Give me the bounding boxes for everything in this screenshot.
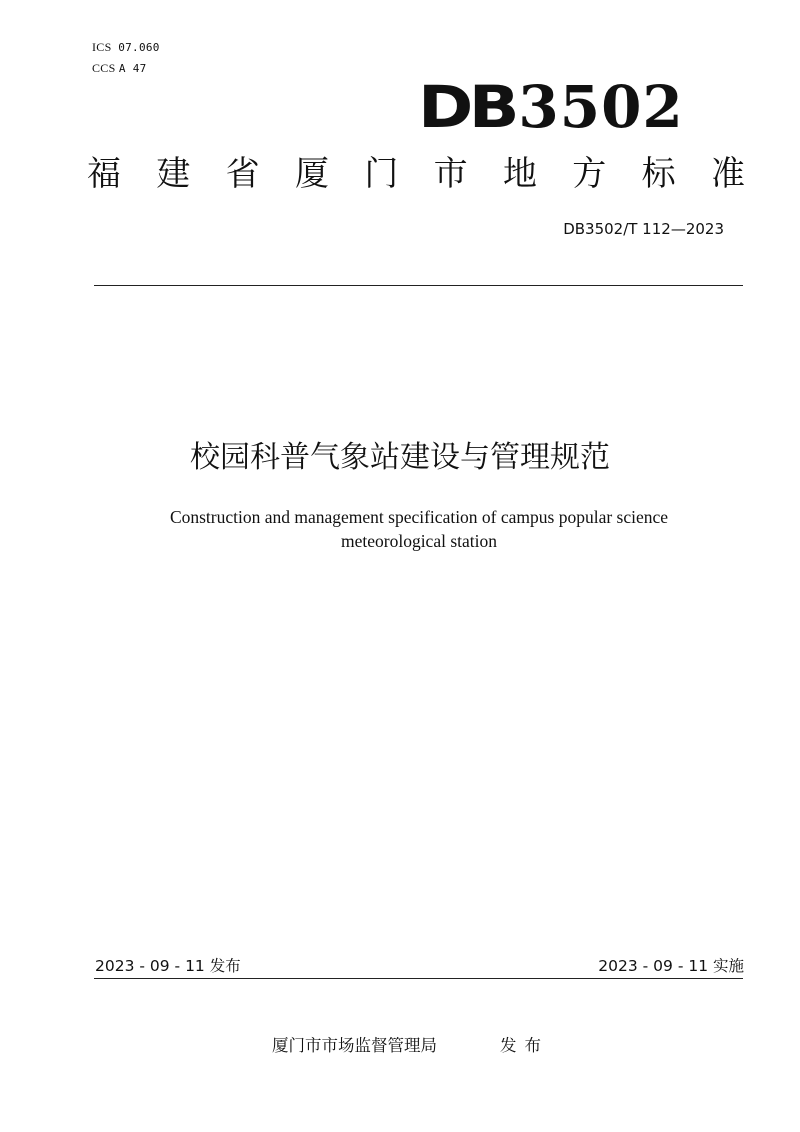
standard-type-char: 标 [641,154,676,194]
standard-type-char: 厦 [294,154,329,194]
standard-type-char: 方 [572,154,607,194]
standard-type-char: 市 [433,154,468,194]
standard-type-char: 准 [710,154,745,194]
db-logo [418,66,686,141]
document-title-english-line-1: Construction and management specification of campus popular science [169,507,669,527]
standard-type-char: 福 [87,154,121,194]
standard-type-char: 地 [502,154,537,194]
document-title-english-line-2: meteorological station [341,531,497,551]
ics-label: ICS [92,40,112,54]
standard-type-char: 门 [364,154,399,194]
standard-type-char: 省 [225,154,260,194]
ccs-code-line [92,61,147,76]
document-title-english [130,505,708,553]
document-title-chinese: 校园科普气象站建设与管理规范 [190,440,610,475]
issue-date: 2023 - 09 - 11 发布 [95,957,241,975]
standard-number: DB3502/T 112—2023 [563,220,724,238]
publisher-name: 厦门市市场监督管理局 [272,1036,437,1055]
ics-code: 07.060 [118,41,160,54]
standard-type-char: 建 [156,154,191,194]
publish-action: 发布 [500,1036,549,1055]
ccs-code: A 47 [118,62,147,75]
db-logo-number: 3502 [518,73,684,141]
top-divider [94,285,743,286]
standard-type-heading [84,150,748,198]
ics-code-line [92,40,160,55]
implementation-date: 2023 - 09 - 11 实施 [598,957,744,975]
ccs-label: CCS [92,61,116,75]
db-logo-prefix: DB [418,73,516,141]
bottom-divider [94,978,743,979]
